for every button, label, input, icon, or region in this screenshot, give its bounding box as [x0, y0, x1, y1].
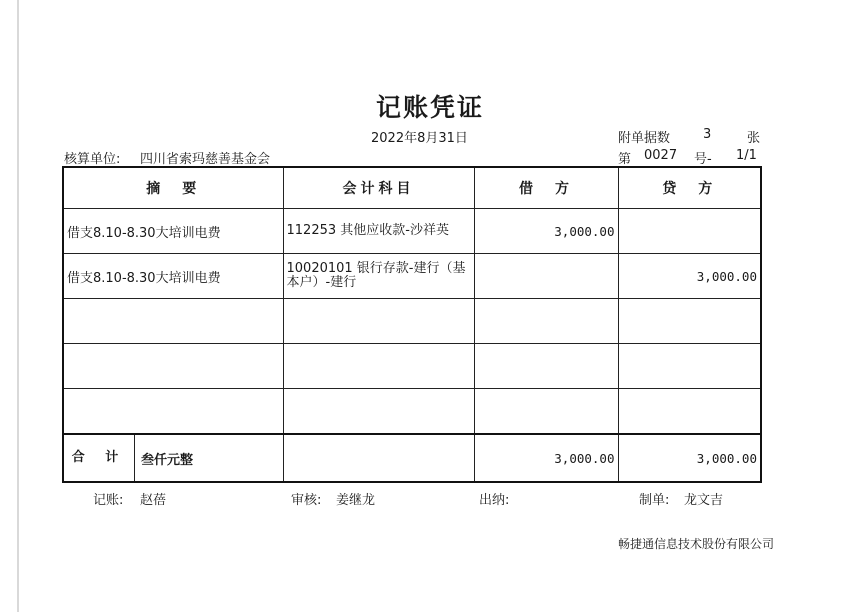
software-company: 畅捷通信息技术股份有限公司 [618, 537, 775, 551]
total-row [63, 434, 761, 482]
voucher-title: 记账凭证 [375, 93, 484, 122]
voucher-number-suffix: 号- [694, 152, 712, 167]
preparer-label: 制单: [639, 493, 670, 508]
row-account [283, 389, 474, 435]
row-account [283, 344, 474, 389]
row-summary [63, 344, 283, 389]
reviewer-name: 姜继龙 [336, 493, 376, 508]
row-credit [618, 344, 761, 389]
row-debit [474, 254, 618, 299]
row-credit: 3,000.00 [618, 254, 761, 299]
header-credit: 贷 方 [618, 167, 761, 209]
header-account: 会计科目 [283, 167, 474, 209]
reviewer-label: 审核: [291, 493, 322, 508]
voucher-page: 1/1 [736, 148, 757, 163]
table-row [63, 389, 761, 435]
voucher-date: 2022年8月31日 [371, 131, 468, 146]
voucher-table [62, 166, 762, 483]
row-account: 10020101 银行存款-建行（基本户）-建行 [283, 254, 474, 299]
row-account [283, 299, 474, 344]
row-summary [63, 389, 283, 435]
attachments-count: 3 [703, 127, 712, 142]
bookkeeper-label: 记账: [93, 493, 124, 508]
row-debit [474, 299, 618, 344]
row-account: 112253 其他应收款-沙祥英 [283, 209, 474, 254]
table-header-row [63, 167, 761, 209]
total-credit: 3,000.00 [618, 434, 761, 482]
cashier-label: 出纳: [479, 493, 510, 508]
total-label: 合 计 [64, 435, 135, 481]
voucher-number: 0027 [644, 148, 678, 163]
row-credit [618, 209, 761, 254]
accounting-unit-label: 核算单位: [64, 152, 121, 167]
accounting-unit-value: 四川省索玛慈善基金会 [140, 152, 271, 167]
table-row [63, 299, 761, 344]
voucher-number-prefix: 第 [618, 152, 632, 167]
row-credit [618, 389, 761, 435]
bookkeeper-name: 赵蓓 [140, 493, 167, 508]
row-summary [63, 299, 283, 344]
table-row [63, 209, 761, 254]
table-row [63, 254, 761, 299]
attachments-unit: 张 [747, 131, 761, 146]
total-summary-cell [63, 434, 283, 482]
total-debit: 3,000.00 [474, 434, 618, 482]
row-summary: 借支8.10-8.30大培训电费 [63, 254, 283, 299]
row-debit: 3,000.00 [474, 209, 618, 254]
total-account-cell [283, 434, 474, 482]
row-debit [474, 344, 618, 389]
row-debit [474, 389, 618, 435]
total-amount-words: 叁仟元整 [141, 452, 194, 468]
attachments-label: 附单据数 [618, 131, 671, 146]
row-credit [618, 299, 761, 344]
header-debit: 借 方 [474, 167, 618, 209]
preparer-name: 龙文吉 [684, 493, 724, 508]
header-summary: 摘 要 [63, 167, 283, 209]
table-row [63, 344, 761, 389]
row-summary: 借支8.10-8.30大培训电费 [63, 209, 283, 254]
